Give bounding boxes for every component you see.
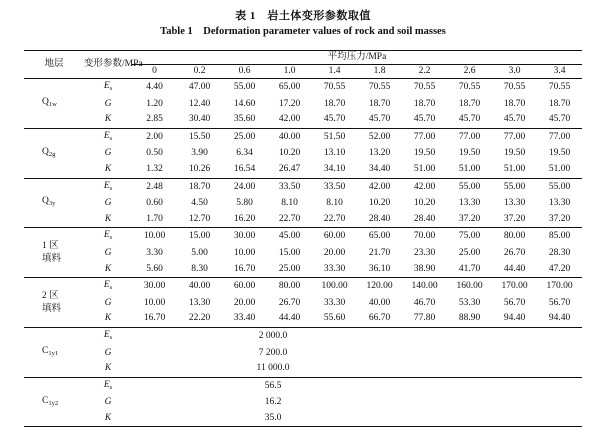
table-cell: 13.10 [323, 148, 346, 159]
table-cell: 16.20 [222, 212, 267, 228]
layer-label [24, 178, 84, 228]
table-cell: 45.00 [278, 231, 301, 242]
table-cell: 19.50 [458, 148, 481, 159]
table-cell: 30.40 [177, 112, 222, 128]
table-cell: 0.50 [146, 148, 163, 159]
table-cell: 77.80 [402, 311, 447, 327]
table-row [24, 327, 582, 345]
table-cell: 44.40 [267, 311, 312, 327]
param-symbol-letter: K [104, 213, 112, 224]
table-row [24, 311, 582, 327]
param-symbol [84, 327, 132, 345]
header-pressure-value: 3.4 [537, 65, 582, 79]
table-cell: 51.50 [323, 131, 346, 142]
table-cell: 33.40 [222, 311, 267, 327]
param-symbol-letter: G [104, 297, 112, 308]
param-symbol-letter: K [104, 163, 112, 174]
param-symbol [84, 112, 132, 128]
table-row [24, 128, 582, 146]
table-cell: 18.70 [503, 98, 526, 109]
table-cell: 42.00 [368, 181, 391, 192]
table-row [24, 411, 582, 427]
param-symbol-letter: G [104, 397, 112, 408]
param-symbol-letter: E [103, 329, 110, 340]
layer-subscript: 1w [48, 100, 57, 108]
layer-label [24, 228, 84, 278]
table-cell: 20.00 [323, 247, 346, 258]
table-cell: 26.70 [278, 297, 301, 308]
table-row [24, 296, 582, 312]
param-symbol-subscript: s [109, 184, 113, 192]
param-symbol [84, 262, 132, 278]
table-cell: 66.70 [357, 311, 402, 327]
table-cell: 1.20 [146, 98, 163, 109]
table-cell: 77.00 [458, 131, 481, 142]
table-cell: 55.60 [312, 311, 357, 327]
table-cell: 70.00 [413, 231, 436, 242]
table-cell: 85.00 [548, 231, 571, 242]
table-cell: 28.40 [402, 212, 447, 228]
table-cell: 33.30 [312, 262, 357, 278]
table-cell: 4.50 [191, 198, 208, 209]
table-cell: 28.30 [548, 247, 571, 258]
table-cell: 30.00 [143, 281, 166, 292]
table-row [24, 361, 582, 377]
table-cell: 0.60 [146, 198, 163, 209]
param-symbol [84, 212, 132, 228]
layer-name-line2: 填料 [42, 253, 62, 264]
table-cell: 51.00 [447, 162, 492, 178]
header-pressure-value: 1.0 [267, 65, 312, 79]
table-cell: 170.00 [501, 281, 528, 292]
table-row [24, 262, 582, 278]
table-cell: 56.70 [548, 297, 571, 308]
table-cell: 18.70 [368, 98, 391, 109]
table-cell: 10.20 [278, 148, 301, 159]
layer-name: C [42, 345, 49, 356]
table-cell: 8.10 [326, 198, 343, 209]
table-cell: 10.00 [143, 297, 166, 308]
table-cell: 8.30 [177, 262, 222, 278]
param-symbol [84, 196, 132, 212]
param-symbol-letter: K [104, 363, 112, 374]
table-cell: 22.70 [267, 212, 312, 228]
table-cell: 53.30 [458, 297, 481, 308]
layer-subscript: 2g [48, 150, 56, 158]
table-cell: 19.50 [413, 148, 436, 159]
layer-name: 2 区 [42, 290, 59, 301]
table-cell: 14.60 [233, 98, 256, 109]
layer-label [24, 327, 84, 377]
table-cell: 70.55 [323, 82, 346, 92]
table-cell: 6.34 [236, 148, 253, 159]
table-cell: 46.70 [413, 297, 436, 308]
table-cell: 5.60 [132, 262, 177, 278]
table-row [24, 212, 582, 228]
table-cell: 51.00 [492, 162, 537, 178]
table-cell: 70.55 [458, 82, 481, 92]
param-symbol [84, 146, 132, 162]
table-title-en: Table 1 Deformation parameter values of rock and soil masses [160, 26, 446, 37]
table-cell: 18.70 [458, 98, 481, 109]
table-cell: 56.70 [503, 297, 526, 308]
table-cell: 45.70 [357, 112, 402, 128]
param-symbol-letter: E [103, 280, 110, 291]
table-row [24, 228, 582, 246]
param-symbol [84, 361, 132, 377]
param-symbol [84, 162, 132, 178]
table-cell: 26.47 [267, 162, 312, 178]
table-cell: 42.00 [267, 112, 312, 128]
param-symbol [84, 79, 132, 97]
table-cell: 13.30 [548, 198, 571, 209]
table-cell: 13.30 [503, 198, 526, 209]
table-cell: 22.70 [312, 212, 357, 228]
header-param: 变形参数/MPa [84, 51, 132, 79]
layer-name: Q [42, 146, 49, 157]
table-cell: 13.30 [458, 198, 481, 209]
table-row [24, 162, 582, 178]
table-cell: 18.70 [413, 98, 436, 109]
table-cell: 3.90 [191, 148, 208, 159]
table-cell: 77.00 [413, 131, 436, 142]
table-cell: 2.48 [146, 181, 163, 192]
table-cell: 10.20 [368, 198, 391, 209]
table-cell: 80.00 [503, 231, 526, 242]
table-cell: 51.00 [537, 162, 582, 178]
layer-label [24, 377, 84, 427]
table-cell: 33.50 [278, 181, 301, 192]
param-symbol-letter: K [104, 263, 112, 274]
table-row [24, 246, 582, 262]
table-title-zh: 表 1 岩土体变形参数取值 [235, 10, 371, 22]
table-cell: 44.40 [492, 262, 537, 278]
merged-value-cell: 16.2 [264, 397, 282, 408]
table-cell: 13.30 [188, 297, 211, 308]
table-cell: 21.70 [368, 247, 391, 258]
table-cell: 36.10 [357, 262, 402, 278]
table-cell: 140.00 [411, 281, 438, 292]
table-cell: 45.70 [492, 112, 537, 128]
table-cell: 16.70 [132, 311, 177, 327]
table-cell: 60.00 [233, 281, 256, 292]
param-symbol-letter: G [104, 347, 112, 358]
table-row [24, 278, 582, 296]
table-cell: 23.30 [413, 247, 436, 258]
table-cell: 77.00 [548, 131, 571, 142]
table-cell: 55.00 [233, 82, 256, 92]
header-pressure: 平均压力/MPa [132, 51, 582, 65]
table-cell: 45.70 [447, 112, 492, 128]
param-symbol [84, 346, 132, 362]
table-cell: 15.50 [188, 131, 211, 142]
table-cell: 10.00 [143, 231, 166, 242]
table-cell: 18.70 [188, 181, 211, 192]
param-symbol-letter: K [104, 313, 112, 324]
table-cell: 70.55 [548, 82, 571, 92]
table-cell: 45.70 [312, 112, 357, 128]
param-symbol-letter: E [103, 130, 110, 141]
table-cell: 37.20 [492, 212, 537, 228]
table-cell: 25.00 [458, 247, 481, 258]
header-layer: 地层 [24, 51, 84, 79]
table-cell: 12.40 [188, 98, 211, 109]
table-cell: 51.00 [402, 162, 447, 178]
table-cell: 16.70 [222, 262, 267, 278]
param-symbol-letter: G [104, 148, 112, 159]
param-symbol-subscript: s [109, 234, 113, 242]
table-row [24, 196, 582, 212]
layer-subscript: 3y [48, 200, 56, 208]
table-row [24, 146, 582, 162]
param-symbol [84, 246, 132, 262]
table-cell: 52.00 [368, 131, 391, 142]
table-cell: 34.40 [357, 162, 402, 178]
table-cell: 8.10 [281, 198, 298, 209]
table-cell: 26.70 [503, 247, 526, 258]
table-cell: 70.55 [413, 82, 436, 92]
table-cell: 25.00 [267, 262, 312, 278]
layer-subscript: 1y1 [48, 349, 59, 357]
table-cell: 20.00 [233, 297, 256, 308]
table-cell: 88.90 [447, 311, 492, 327]
table-cell: 55.00 [503, 181, 526, 192]
table-cell: 28.40 [357, 212, 402, 228]
merged-value-cell: 11 000.0 [132, 361, 582, 377]
param-symbol-letter: K [104, 114, 112, 125]
table-cell: 13.20 [368, 148, 391, 159]
table-cell: 65.00 [278, 82, 301, 92]
table-cell: 22.20 [177, 311, 222, 327]
table-cell: 3.30 [146, 247, 163, 258]
header-pressure-value: 1.8 [357, 65, 402, 79]
table-cell: 18.70 [323, 98, 346, 109]
merged-value-cell: 35.0 [132, 411, 582, 427]
param-symbol [84, 228, 132, 246]
param-symbol [84, 278, 132, 296]
table-row [24, 346, 582, 362]
table-row [24, 377, 582, 395]
table-cell: 25.00 [233, 131, 256, 142]
param-symbol-letter: G [104, 98, 112, 109]
param-symbol-letter: E [103, 230, 110, 241]
table-cell: 10.26 [177, 162, 222, 178]
param-symbol-letter: G [104, 247, 112, 258]
param-symbol [84, 178, 132, 196]
table-cell: 65.00 [368, 231, 391, 242]
param-symbol [84, 377, 132, 395]
table-cell: 1.70 [132, 212, 177, 228]
table-cell: 75.00 [458, 231, 481, 242]
param-symbol [84, 395, 132, 411]
param-symbol-letter: E [103, 180, 110, 191]
param-symbol-letter: E [103, 379, 110, 390]
param-symbol-letter: G [104, 198, 112, 209]
param-symbol-subscript: s [109, 333, 113, 341]
table-cell: 37.20 [537, 212, 582, 228]
layer-label [24, 128, 84, 178]
param-symbol-subscript: s [109, 85, 113, 92]
table-cell: 70.55 [368, 82, 391, 92]
table-cell: 38.90 [402, 262, 447, 278]
table-cell: 24.00 [233, 181, 256, 192]
table-cell: 40.00 [278, 131, 301, 142]
table-cell: 42.00 [413, 181, 436, 192]
table-cell: 19.50 [503, 148, 526, 159]
table-cell: 40.00 [188, 281, 211, 292]
param-symbol-letter: K [104, 412, 112, 423]
table-cell: 15.00 [188, 231, 211, 242]
layer-name: Q [42, 96, 49, 107]
table-cell: 34.10 [312, 162, 357, 178]
table-cell: 170.00 [546, 281, 573, 292]
table-cell: 1.32 [132, 162, 177, 178]
table-cell: 41.70 [447, 262, 492, 278]
table-row [24, 112, 582, 128]
table-cell: 33.30 [323, 297, 346, 308]
table-cell: 30.00 [233, 231, 256, 242]
table-cell: 12.70 [177, 212, 222, 228]
table-cell: 5.00 [191, 247, 208, 258]
table-cell: 55.00 [458, 181, 481, 192]
header-pressure-value: 1.4 [312, 65, 357, 79]
header-pressure-value: 0 [132, 65, 177, 79]
param-symbol [84, 411, 132, 427]
table-cell: 100.00 [321, 281, 348, 292]
table-cell: 45.70 [402, 112, 447, 128]
layer-name: C [42, 395, 49, 406]
layer-name-line2: 填料 [42, 303, 62, 314]
table-cell: 55.00 [548, 181, 571, 192]
table-row [24, 178, 582, 196]
table-cell: 2.85 [132, 112, 177, 128]
header-pressure-value: 3.0 [492, 65, 537, 79]
deformation-table [24, 50, 582, 427]
table-cell: 77.00 [503, 131, 526, 142]
param-symbol [84, 97, 132, 113]
param-symbol-letter: E [103, 81, 110, 91]
table-cell: 10.00 [233, 247, 256, 258]
table-cell: 33.50 [323, 181, 346, 192]
table-cell: 35.60 [222, 112, 267, 128]
table-cell: 40.00 [368, 297, 391, 308]
table-cell: 37.20 [447, 212, 492, 228]
table-cell: 5.80 [236, 198, 253, 209]
param-symbol-subscript: s [109, 383, 113, 391]
header-pressure-value: 0.6 [222, 65, 267, 79]
layer-label [24, 79, 84, 129]
table-cell: 19.50 [548, 148, 571, 159]
param-symbol [84, 311, 132, 327]
param-symbol-subscript: s [109, 284, 113, 292]
table-cell: 18.70 [548, 98, 571, 109]
table-cell: 10.20 [413, 198, 436, 209]
layer-name: Q [42, 196, 49, 207]
header-pressure-value: 0.2 [177, 65, 222, 79]
table-cell: 4.40 [146, 82, 163, 92]
table-cell: 47.20 [537, 262, 582, 278]
header-pressure-value: 2.2 [402, 65, 447, 79]
table-cell: 2.00 [146, 131, 163, 142]
table-cell: 45.70 [537, 112, 582, 128]
header-pressure-value: 2.6 [447, 65, 492, 79]
table-cell: 70.55 [503, 82, 526, 92]
merged-value-cell: 2 000.0 [258, 330, 288, 341]
layer-subscript: 1y2 [48, 399, 59, 407]
table-row [24, 395, 582, 411]
table-row [24, 79, 582, 97]
table-cell: 15.00 [278, 247, 301, 258]
table-cell: 94.40 [537, 311, 582, 327]
table-cell: 16.54 [222, 162, 267, 178]
table-cell: 47.00 [188, 82, 211, 92]
layer-label [24, 278, 84, 328]
table-cell: 120.00 [366, 281, 393, 292]
table-cell: 60.00 [323, 231, 346, 242]
table-cell: 17.20 [278, 98, 301, 109]
param-symbol-subscript: s [109, 134, 113, 142]
merged-value-cell: 7 200.0 [258, 347, 288, 358]
table-row [24, 97, 582, 113]
merged-value-cell: 56.5 [264, 380, 282, 391]
layer-name: 1 区 [42, 240, 59, 251]
table-cell: 80.00 [278, 281, 301, 292]
table-cell: 160.00 [456, 281, 483, 292]
param-symbol [84, 296, 132, 312]
table-cell: 94.40 [492, 311, 537, 327]
param-symbol [84, 128, 132, 146]
